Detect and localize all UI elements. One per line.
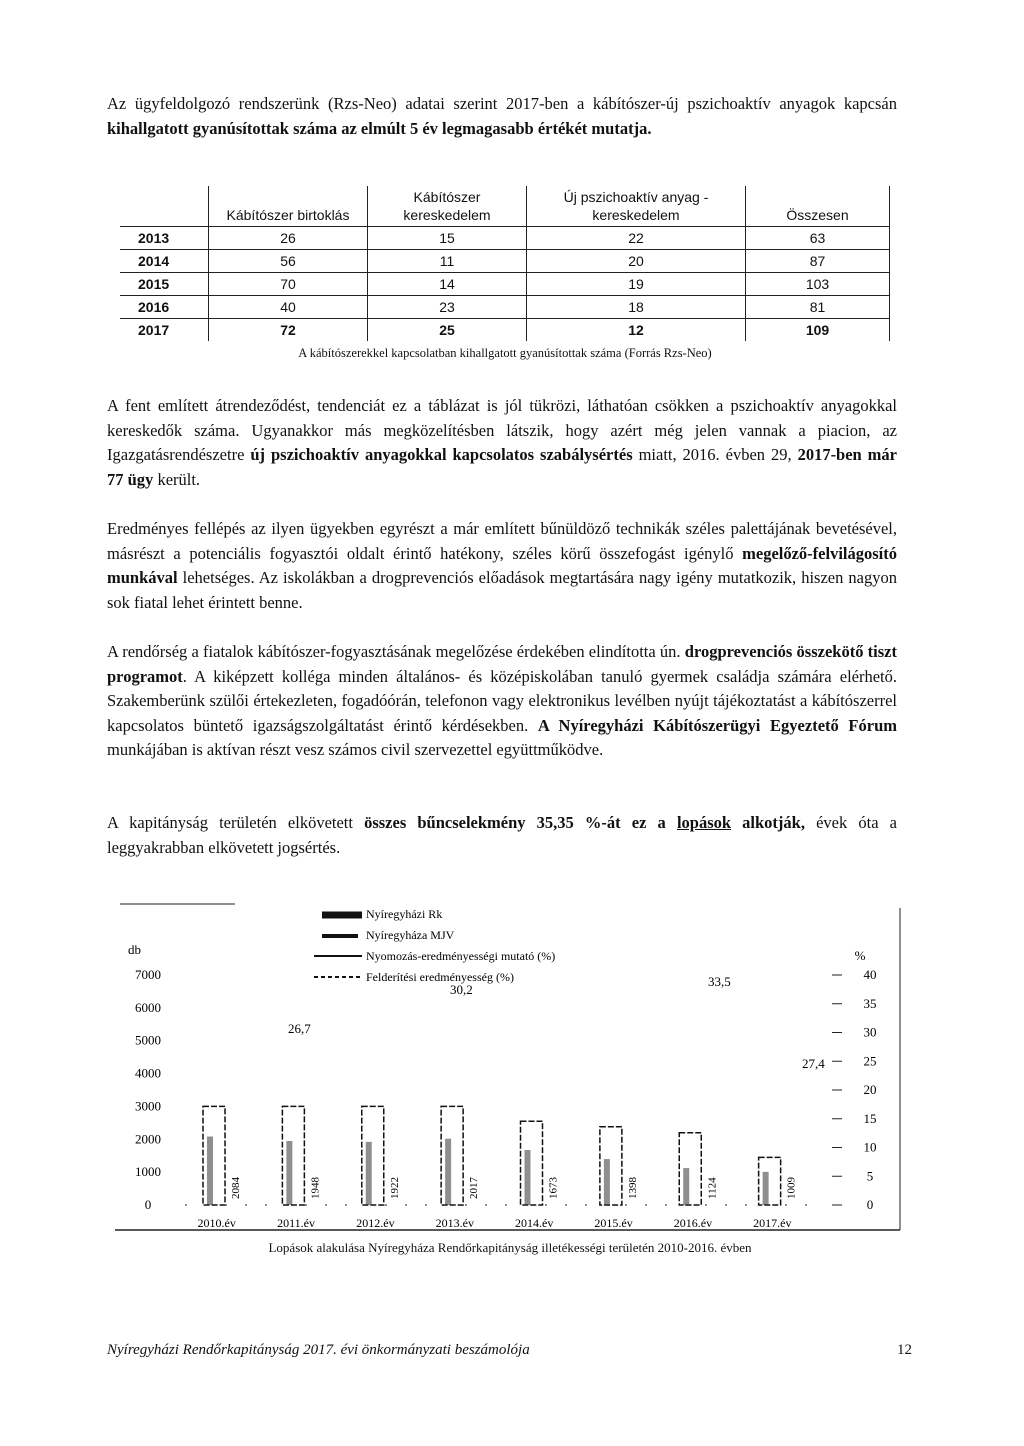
x-axis-tick: 2012.év [356,1216,395,1230]
bar-nyiregyhaza-mjv [366,1142,372,1205]
intro-text: Az ügyfeldolgozó rendszerünk (Rzs-Neo) adatai szerint 2017-ben a kábítószer-új pszichoaktív anyagok kapcsán [107,94,897,113]
table-row [120,227,890,250]
p5-text-2: évek óta a leggyakrabban elkövetett jogsértés. [107,813,897,857]
x-axis-tick: 2014.év [515,1216,554,1230]
right-axis-tick: 10 [863,1139,877,1155]
table-cell: 23 [368,296,527,319]
page-footer [107,1342,912,1359]
table-cell: 14 [368,273,527,296]
p4-text-3: munkájában is aktívan részt vesz számos civil szervezettel együttműködve. [107,740,604,759]
p3-text-1: Eredményes fellépés az ilyen ügyekben egyrészt a már említett bűnüldöző technikák széles palettájának bevetésével, másrészt a potenciális fogyasztói oldalt érintő hatékony, széles körű összefogást igénylő [107,519,897,563]
right-axis-tick: 0 [866,1197,874,1212]
bar-nyiregyhazi-rk [441,1106,463,1205]
table-cell-total: 109 [746,319,890,342]
table-cell-total: 81 [746,296,890,319]
bar-value-label: 2017 [468,1177,481,1199]
paragraph-prevention [107,517,897,615]
paragraph-liaison-program [107,640,897,763]
p3-bold-1: megelőző-felvilágosító munkával [107,543,897,587]
right-axis-label: % [854,948,866,963]
table-cell-year: 2016 [120,296,209,319]
p5-text-1: A kapitányság területén elkövetett [107,813,365,832]
paragraph-trend [107,394,897,492]
bar-nyiregyhaza-mjv [207,1137,213,1205]
table-header-new-psychoactive: Új pszichoaktív anyag - kereskedelem [527,186,746,227]
bar-value-label: 2084 [230,1177,242,1199]
x-axis-tick: 2015.év [594,1216,633,1230]
p4-bold-1: drogprevenciós összekötő tiszt programot [107,642,898,686]
table-caption: A kábítószerekkel kapcsolatban kihallgatott gyanúsítottak száma (Forrás Rzs-Neo) [298,346,712,360]
bar-nyiregyhaza-mjv [763,1172,769,1205]
p4-text-2: . A kiképzett kolléga minden általános- és középiskolában tanuló gyermek családja számára elérhető. Szakemberünk szülői értekezleten, fogadóórán, telefonon vagy elektronikus levélben nyújt tájékoztatást a kábítószerrel kapcsolatos büntető igazságszolgáltatást érintő kérdésekben. [107,666,897,735]
bar-nyiregyhaza-mjv [286,1141,292,1205]
legend-swatch [322,934,358,938]
legend-swatch [322,912,362,919]
p2-text-2: miatt, 2016. évben 29, [632,445,798,464]
p3-text-2: lehetséges. Az iskolákban a drogprevenciós előadások megtartására nagy igény mutatkozik, hiszen nagyon sok fiatal lehet érintett benne. [107,568,897,612]
bar-value-label: 1922 [388,1177,401,1199]
left-axis-tick: 7000 [135,967,161,982]
table-cell: 22 [527,227,746,250]
bar-nyiregyhaza-mjv [683,1168,689,1205]
table-row [120,250,890,273]
table-cell: 20 [527,250,746,273]
left-axis-tick: 2000 [135,1131,161,1147]
right-axis-tick: 5 [866,1168,874,1184]
bar-nyiregyhazi-rk [203,1106,225,1205]
legend-entry: Nyíregyházi Rk [366,907,443,921]
table-row [120,296,890,319]
bar-nyiregyhazi-rk [362,1106,384,1205]
table-cell: 18 [527,296,746,319]
bar-value-label: 1948 [309,1177,322,1199]
thefts-chart-canvas [110,900,910,1240]
bar-nyiregyhazi-rk [679,1133,701,1205]
p2-bold-2: 2017-ben már 77 ügy [107,445,898,489]
table-cell: 70 [209,273,368,296]
bar-value-label: 1124 [706,1177,719,1199]
table-cell: 12 [527,319,746,342]
p2-bold-1: új pszichoaktív anyagokkal kapcsolatos szabálysértés [250,445,633,464]
bar-value-label: 1398 [626,1177,639,1199]
p2-text-3: került. [153,469,201,489]
bar-nyiregyhazi-rk [759,1157,781,1205]
bar-nyiregyhazi-rk [282,1106,304,1205]
intro-paragraph [107,92,897,141]
table-cell: 11 [368,250,527,273]
bar-nyiregyhaza-mjv [445,1139,451,1205]
table-cell-year: 2017 [120,319,209,342]
left-axis-tick: 6000 [135,999,161,1015]
table-cell: 25 [368,319,527,342]
right-axis-tick: 35 [863,995,877,1011]
x-axis-tick: 2017.év [753,1216,792,1230]
legend-entry: Nyomozás-eredményességi mutató (%) [366,949,556,963]
right-axis-tick: 15 [863,1110,877,1126]
bar-nyiregyhaza-mjv [604,1159,610,1205]
chart-annotation: 33,5 [708,974,731,989]
table-row [120,273,890,296]
legend-entry: Felderítési eredményesség (%) [366,970,514,984]
left-axis-tick: 5000 [135,1032,161,1048]
table-cell: 15 [368,227,527,250]
x-axis-tick: 2010.év [197,1216,236,1230]
right-axis-tick: 20 [863,1082,877,1097]
left-axis-tick: 0 [144,1197,152,1212]
x-axis-tick: 2013.év [435,1216,474,1230]
table-row [120,319,890,342]
chart-caption: Lopások alakulása Nyíregyháza Rendőrkapitányság illetékességi területén 2010-2016. évben [268,1240,752,1255]
bar-nyiregyhazi-rk [521,1121,543,1205]
right-axis-tick: 40 [863,967,877,982]
table-cell: 40 [209,296,368,319]
table-cell: 26 [209,227,368,250]
left-axis-label: db [128,942,141,957]
suspects-table [120,186,890,341]
right-axis-tick: 25 [863,1053,877,1069]
paragraph-thefts [107,811,897,860]
table-cell-total: 63 [746,227,890,250]
p4-text-1: A rendőrség a fiatalok kábítószer-fogyasztásának megelőzése érdekében elindította ún. [107,642,685,661]
table-header-trade: Kábítószer kereskedelem [368,186,527,227]
table-cell-total: 87 [746,250,890,273]
x-axis-tick: 2016.év [673,1216,713,1230]
table-header-total: Összesen [746,186,890,227]
p5-bold-2: alkotják, [731,813,805,832]
bar-value-label: 1009 [785,1177,798,1199]
table-header-possession: Kábítószer birtoklás [209,186,368,227]
table-cell: 56 [209,250,368,273]
p5-underline: lopások [676,813,732,832]
p2-text-1: A fent említett átrendeződést, tendenciát ez a táblázat is jól tükrözi, láthatóan csökken a pszichoaktív anyagokkal kereskedők száma. Ugyanakkor más megközelítésben látszik, hogy azért még jelen vannak a piacion, az Igazgatásrendészetre [107,396,897,464]
bar-nyiregyhaza-mjv [525,1150,531,1205]
table-cell-year: 2015 [120,273,209,296]
p5-bold-1: összes bűncselekmény 35,35 %-át ez a [364,813,677,832]
table-cell-year: 2014 [120,250,209,273]
legend-entry: Nyíregyháza MJV [366,928,455,942]
right-axis-tick: 30 [863,1024,877,1040]
page-number: 12 [897,1342,912,1358]
intro-bold: kihallgatott gyanúsítottak száma az elmúlt 5 év legmagasabb értékét mutatja. [107,118,652,138]
table-cell: 19 [527,273,746,296]
bar-value-label: 1673 [547,1177,560,1199]
x-axis-tick: 2011.év [277,1216,316,1230]
thefts-chart [110,900,910,1250]
left-axis-tick: 3000 [135,1098,161,1114]
table-cell: 72 [209,319,368,342]
footer-title: Nyíregyházi Rendőrkapitányság 2017. évi önkormányzati beszámolója [107,1342,530,1358]
left-axis-tick: 1000 [135,1164,161,1180]
table-header-empty [120,186,209,227]
table-cell-year: 2013 [120,227,209,250]
bar-nyiregyhazi-rk [600,1127,622,1205]
chart-svg [110,900,910,1240]
chart-annotation: 27,4 [802,1056,825,1071]
chart-annotation: 30,2 [450,982,473,997]
table-cell-total: 103 [746,273,890,296]
chart-annotation: 26,7 [288,1021,311,1036]
p4-bold-2: A Nyíregyházi Kábítószerügyi Egyeztető Fórum [537,715,897,735]
left-axis-tick: 4000 [135,1065,161,1081]
table-header-row [120,186,890,227]
